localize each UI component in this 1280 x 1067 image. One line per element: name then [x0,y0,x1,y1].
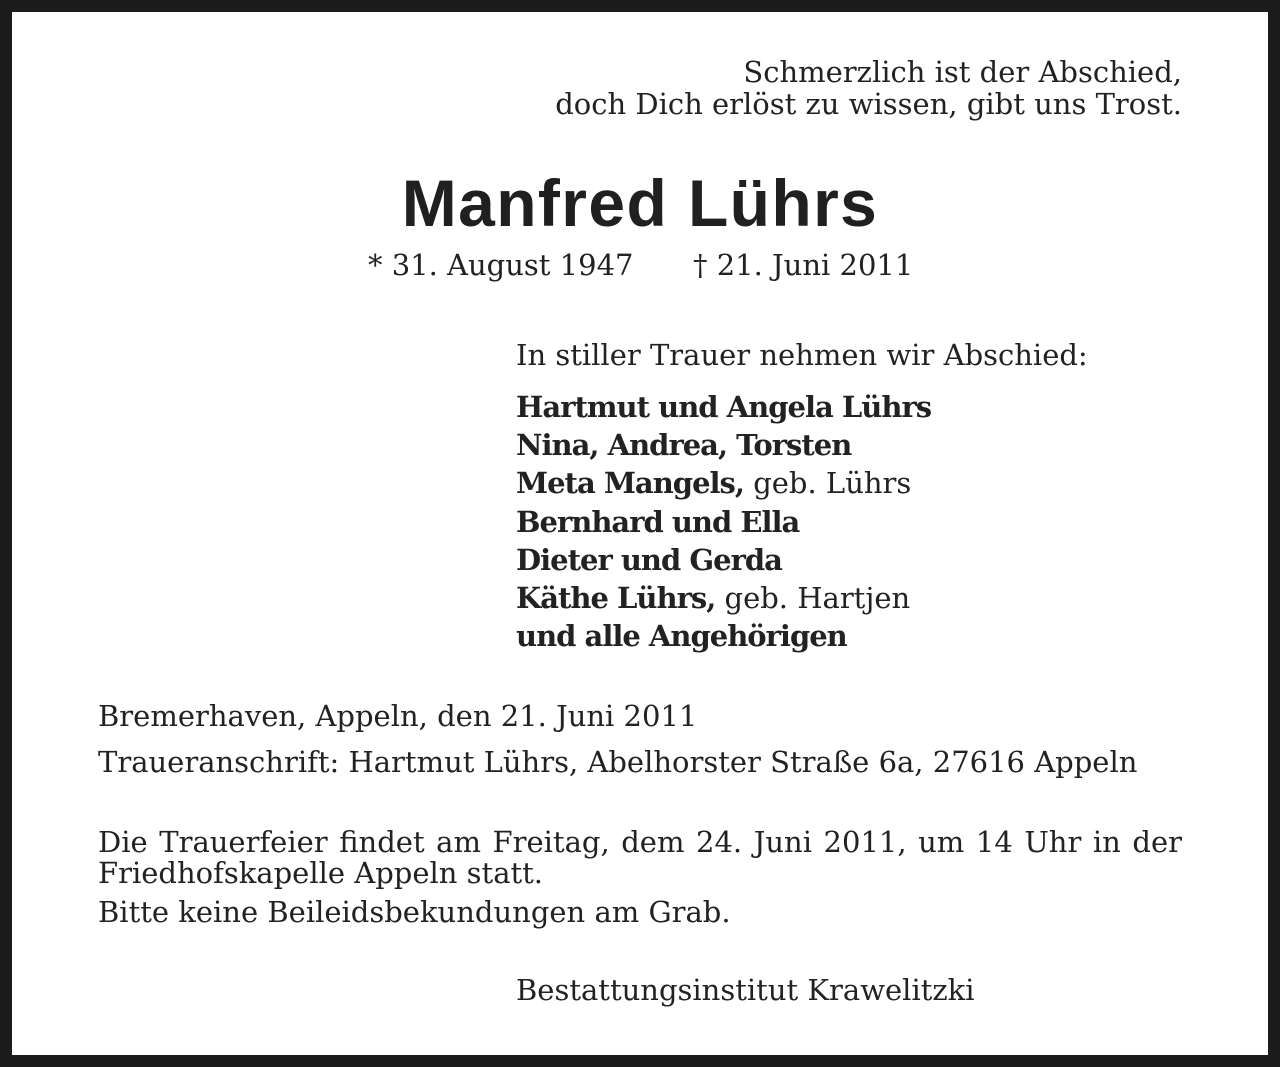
mourner-name: Nina, Andrea, Torsten [516,428,852,463]
mourning-intro: In stiller Trauer nehmen wir Abschied: [516,338,1088,372]
deceased-name: Manfred Lührs [401,166,879,240]
mourner-entry [516,541,931,579]
mourner-name: Käthe Lührs, [516,580,716,615]
mourner-name: Dieter und Gerda [516,542,782,577]
mourner-name: Hartmut und Angela Lührs [516,390,932,424]
mourning-address: Traueranschrift: Hartmut Lührs, Abelhorster Straße 6a, 27616 Appeln [98,745,1138,779]
mourner-entry [516,617,931,655]
mourner-name: Meta Mangels, [516,466,744,501]
service-line: Die Trauerfeier findet am Freitag, dem 24. Juni 2011, um 14 Uhr in der [98,825,1182,859]
service-line: Friedhofskapelle Appeln statt. [98,856,544,890]
condolence-note: Bitte keine Beileidsbekundungen am Grab. [98,895,731,929]
mourner-birth-name: geb. Hartjen [724,580,911,615]
mourner-entry [516,464,931,502]
mourner-name: Bernhard und Ella [516,504,800,539]
mourner-birth-name: geb. Lührs [753,466,912,501]
mourner-entry [516,579,931,617]
epigraph-line: doch Dich erlöst zu wissen, gibt uns Trost. [555,87,1182,121]
mourner-entry [516,503,931,541]
mourner-name: und alle Angehörigen [516,619,847,654]
death-date: † 21. Juni 2011 [693,248,914,282]
birth-date: * 31. August 1947 [368,248,634,282]
mourner-list [516,388,931,655]
mourner-entry [516,426,931,464]
funeral-home: Bestattungsinstitut Krawelitzki [516,973,975,1007]
epigraph-line: Schmerzlich ist der Abschied, [743,55,1182,89]
mourner-entry [516,388,931,426]
place-and-date: Bremerhaven, Appeln, den 21. Juni 2011 [98,699,698,733]
